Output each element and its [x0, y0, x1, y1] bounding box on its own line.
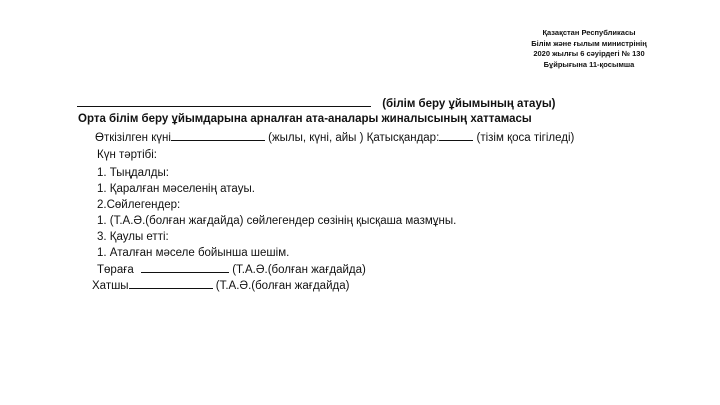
decision-line: 1. Аталған мәселе бойынша шешім. — [97, 247, 290, 259]
secretary-blank — [129, 278, 213, 289]
secretary-row — [92, 278, 349, 293]
chair-blank — [141, 262, 229, 273]
date-hint: (жылы, күні, айы ) — [268, 132, 364, 144]
agenda-label: Күн тәртібі: — [97, 149, 157, 161]
org-name-label: (білім беру ұйымының атауы) — [382, 98, 556, 110]
document-title: Орта білім беру ұйымдарына арналған ата-аналары жиналысының хаттамасы — [78, 113, 532, 125]
header-line: Бұйрығына 11-қосымша — [543, 59, 635, 69]
secretary-hint: (Т.А.Ә.(болған жағдайда) — [215, 280, 350, 292]
held-row — [95, 130, 574, 145]
chair-label: Төраға — [97, 264, 134, 276]
org-name-blank — [77, 96, 371, 107]
chair-hint: (Т.А.Ә.(болған жағдайда) — [232, 264, 366, 276]
speakers-line: 1. (Т.А.Ә.(болған жағдайда) сөйлегендер сөзінің қысқаша мазмұны. — [97, 215, 457, 227]
header-line: Қазақстан Республикасы — [542, 28, 636, 37]
participants-label: Қатысқандар: — [366, 132, 440, 144]
held-date-label: Өткізілген күні — [95, 132, 171, 144]
participants-hint: (тізім қоса тігіледі) — [476, 132, 575, 144]
chair-row — [97, 262, 366, 277]
header-line: Білім және ғылым министрінің — [531, 38, 647, 48]
secretary-label: Хатшы — [92, 280, 129, 292]
order-appendix-header — [489, 28, 689, 70]
speakers-label: 2.Сөйлегендер: — [97, 199, 181, 211]
resolved-label: 3. Қаулы етті: — [97, 231, 169, 243]
issue-line: 1. Қаралған мәселенің атауы. — [97, 183, 255, 195]
header-line: 2020 жылғы 6 сәуірдегі № 130 — [533, 49, 645, 58]
listened-label: 1. Тыңдалды: — [97, 167, 169, 179]
org-name-row — [77, 96, 556, 111]
participants-blank — [439, 130, 473, 141]
date-blank — [171, 130, 265, 141]
